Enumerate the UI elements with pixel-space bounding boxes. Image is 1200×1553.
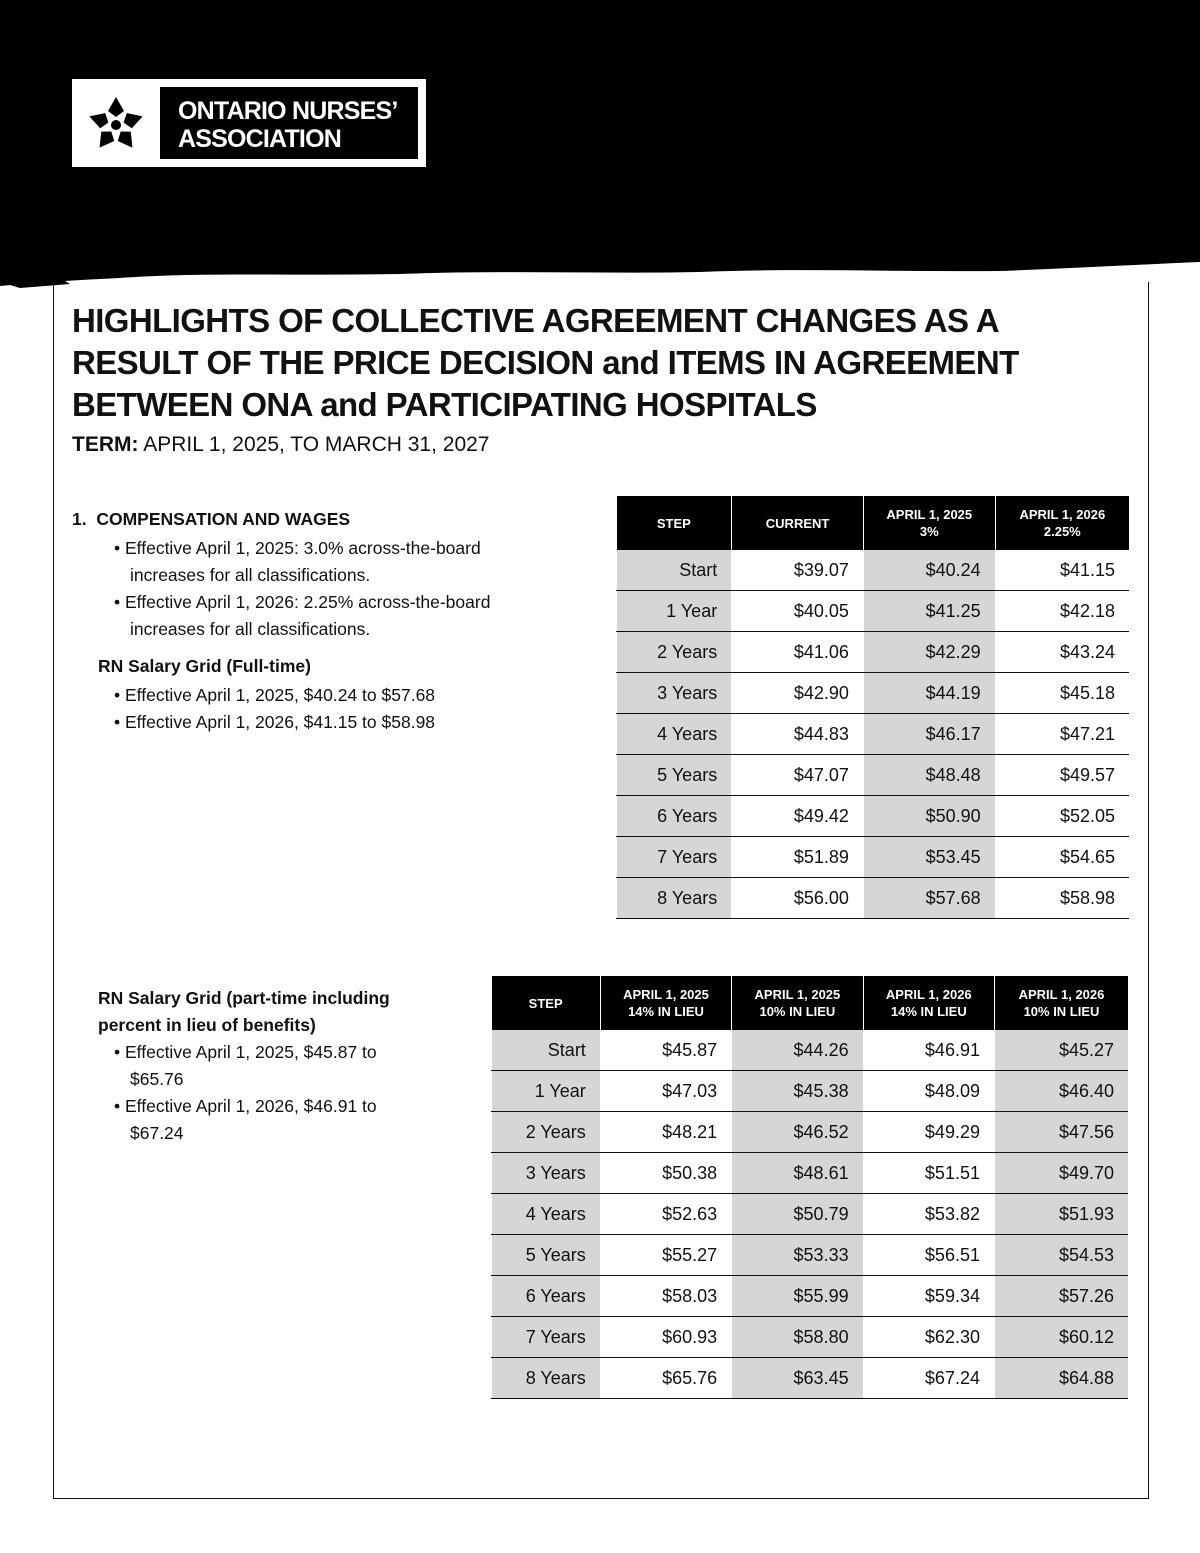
wage-cell: $49.70: [994, 1153, 1128, 1194]
wage-cell: $56.00: [732, 878, 864, 919]
column-header-line1: APRIL 1, 2026: [1018, 987, 1105, 1002]
wage-cell: $41.06: [732, 632, 864, 673]
table-row: [617, 550, 1130, 591]
wage-cell: $46.17: [863, 714, 995, 755]
column-header: [863, 976, 994, 1030]
table-row: [492, 1235, 1129, 1276]
column-header-line1: APRIL 1, 2026: [885, 987, 972, 1002]
table-row: [617, 714, 1130, 755]
list-item: • Effective April 1, 2025, $40.24 to $57.68: [130, 682, 542, 709]
logo-line-2: ASSOCIATION: [178, 125, 341, 153]
fulltime-range-list: [114, 682, 542, 736]
document-title: HIGHLIGHTS OF COLLECTIVE AGREEMENT CHANGES AS A RESULT OF THE PRICE DECISION and ITEMS IN AGREEMENT BETWEEN ONA and PARTICIPATING HOSPITALS: [72, 302, 1019, 423]
wage-cell: $50.79: [732, 1194, 863, 1235]
column-header: [492, 976, 601, 1030]
list-item: • Effective April 1, 2025, $45.87 to $65.76: [130, 1039, 428, 1093]
wage-cell: $59.34: [863, 1276, 994, 1317]
step-cell: 6 Years: [492, 1276, 601, 1317]
wage-cell: $53.82: [863, 1194, 994, 1235]
column-header-line1: STEP: [528, 995, 563, 1011]
wage-cell: $60.12: [994, 1317, 1128, 1358]
wage-cell: $49.29: [863, 1112, 994, 1153]
wage-cell: $44.19: [863, 673, 995, 714]
wage-cell: $39.07: [732, 550, 864, 591]
wage-cell: $57.26: [994, 1276, 1128, 1317]
flower-logo-icon: [72, 79, 160, 167]
column-header: [732, 496, 864, 550]
column-header-line1: APRIL 1, 2025: [754, 987, 841, 1002]
column-header-line2: 10% IN LIEU: [1023, 1004, 1100, 1019]
wage-cell: $48.61: [732, 1153, 863, 1194]
step-cell: 3 Years: [617, 673, 732, 714]
table-row: [492, 1112, 1129, 1153]
logo-line-1: ONTARIO NURSES’: [178, 97, 398, 125]
wage-cell: $40.24: [863, 550, 995, 591]
wage-cell: $50.90: [863, 796, 995, 837]
list-item: • Effective April 1, 2026, $46.91 to $67.24: [130, 1093, 428, 1147]
column-header: [732, 976, 863, 1030]
wage-cell: $50.38: [600, 1153, 731, 1194]
wage-cell: $53.33: [732, 1235, 863, 1276]
wage-cell: $52.63: [600, 1194, 731, 1235]
compensation-section: [72, 506, 542, 736]
wage-cell: $46.40: [994, 1071, 1128, 1112]
wage-cell: $54.53: [994, 1235, 1128, 1276]
wage-cell: $49.42: [732, 796, 864, 837]
term-value: APRIL 1, 2025, TO MARCH 31, 2027: [143, 433, 490, 456]
column-header: [994, 976, 1128, 1030]
section-title: 1. COMPENSATION AND WAGES: [72, 509, 351, 529]
wage-cell: $42.90: [732, 673, 864, 714]
header-banner: [0, 0, 1200, 300]
column-header-line2: 2.25%: [1043, 524, 1081, 539]
ona-logo: [72, 79, 426, 167]
list-item: • Effective April 1, 2026: 2.25% across-the-board increases for all classifications.: [130, 589, 542, 643]
table-row: [492, 1358, 1129, 1399]
column-header: [617, 496, 732, 550]
column-header-line1: APRIL 1, 2025: [623, 987, 709, 1002]
wage-increase-list: [114, 535, 542, 643]
step-cell: 5 Years: [617, 755, 732, 796]
parttime-salary-table: [491, 976, 1128, 1399]
wage-cell: $45.87: [600, 1030, 731, 1071]
table-row: [492, 1030, 1129, 1071]
column-header-line2: 3%: [919, 524, 939, 539]
wage-cell: $48.21: [600, 1112, 731, 1153]
table-row: [617, 755, 1130, 796]
wage-cell: $46.91: [863, 1030, 994, 1071]
table-row: [492, 1194, 1129, 1235]
step-cell: 2 Years: [617, 632, 732, 673]
term-label: TERM:: [72, 433, 139, 456]
column-header-line1: STEP: [656, 515, 691, 531]
wage-cell: $55.27: [600, 1235, 731, 1276]
wage-cell: $47.07: [732, 755, 864, 796]
wage-cell: $42.29: [863, 632, 995, 673]
term-line: [72, 433, 489, 457]
table-row: [492, 1071, 1129, 1112]
step-cell: 4 Years: [492, 1194, 601, 1235]
wage-cell: $40.05: [732, 591, 864, 632]
wage-cell: $41.25: [863, 591, 995, 632]
column-header-line1: CURRENT: [765, 515, 830, 531]
step-cell: 1 Year: [617, 591, 732, 632]
wage-cell: $45.27: [994, 1030, 1128, 1071]
step-cell: 7 Years: [617, 837, 732, 878]
wage-cell: $52.05: [995, 796, 1129, 837]
wage-cell: $44.83: [732, 714, 864, 755]
wage-cell: $64.88: [994, 1358, 1128, 1399]
table-row: [617, 673, 1130, 714]
wage-cell: $67.24: [863, 1358, 994, 1399]
wage-cell: $51.89: [732, 837, 864, 878]
step-cell: Start: [492, 1030, 601, 1071]
wage-cell: $58.80: [732, 1317, 863, 1358]
wage-cell: $60.93: [600, 1317, 731, 1358]
wage-cell: $47.21: [995, 714, 1129, 755]
list-item: • Effective April 1, 2026, $41.15 to $58.98: [130, 709, 542, 736]
parttime-range-list: [114, 1039, 428, 1147]
wage-cell: $47.03: [600, 1071, 731, 1112]
column-header-line1: APRIL 1, 2025: [886, 507, 973, 522]
column-header: [863, 496, 995, 550]
table-header-row: [492, 976, 1129, 1030]
wage-cell: $49.57: [995, 755, 1129, 796]
column-header: [995, 496, 1129, 550]
wage-cell: $51.51: [863, 1153, 994, 1194]
step-cell: 8 Years: [617, 878, 732, 919]
logo-text-panel: [160, 87, 418, 159]
column-header-line1: APRIL 1, 2026: [1019, 507, 1106, 522]
list-item: • Effective April 1, 2025: 3.0% across-the-board increases for all classifications.: [130, 535, 542, 589]
step-cell: 6 Years: [617, 796, 732, 837]
step-cell: 5 Years: [492, 1235, 601, 1276]
wage-cell: $44.26: [732, 1030, 863, 1071]
table-row: [492, 1317, 1129, 1358]
wage-cell: $53.45: [863, 837, 995, 878]
step-cell: 2 Years: [492, 1112, 601, 1153]
wage-cell: $48.48: [863, 755, 995, 796]
table-row: [492, 1276, 1129, 1317]
table-header-row: [617, 496, 1130, 550]
table-row: [617, 878, 1130, 919]
wage-cell: $58.03: [600, 1276, 731, 1317]
step-cell: 8 Years: [492, 1358, 601, 1399]
wage-cell: $65.76: [600, 1358, 731, 1399]
wage-cell: $45.18: [995, 673, 1129, 714]
step-cell: Start: [617, 550, 732, 591]
step-cell: 7 Years: [492, 1317, 601, 1358]
wage-cell: $56.51: [863, 1235, 994, 1276]
column-header: [600, 976, 731, 1030]
wage-cell: $54.65: [995, 837, 1129, 878]
table-row: [617, 632, 1130, 673]
wage-cell: $57.68: [863, 878, 995, 919]
wage-cell: $48.09: [863, 1071, 994, 1112]
table-row: [617, 837, 1130, 878]
wage-cell: $43.24: [995, 632, 1129, 673]
column-header-line2: 10% IN LIEU: [759, 1004, 836, 1019]
wage-cell: $45.38: [732, 1071, 863, 1112]
wage-cell: $58.98: [995, 878, 1129, 919]
parttime-grid-title: RN Salary Grid (part-time including percent in lieu of benefits): [98, 988, 390, 1035]
parttime-section: [98, 985, 428, 1147]
column-header-line2: 14% IN LIEU: [628, 1004, 704, 1019]
column-header-line2: 14% IN LIEU: [890, 1004, 967, 1019]
wage-cell: $63.45: [732, 1358, 863, 1399]
table-row: [617, 591, 1130, 632]
table-row: [617, 796, 1130, 837]
fulltime-salary-table: [616, 496, 1129, 919]
step-cell: 4 Years: [617, 714, 732, 755]
wage-cell: $41.15: [995, 550, 1129, 591]
table-row: [492, 1153, 1129, 1194]
wage-cell: $51.93: [994, 1194, 1128, 1235]
wage-cell: $55.99: [732, 1276, 863, 1317]
step-cell: 3 Years: [492, 1153, 601, 1194]
wage-cell: $46.52: [732, 1112, 863, 1153]
wage-cell: $47.56: [994, 1112, 1128, 1153]
step-cell: 1 Year: [492, 1071, 601, 1112]
wage-cell: $62.30: [863, 1317, 994, 1358]
wage-cell: $42.18: [995, 591, 1129, 632]
fulltime-grid-title: RN Salary Grid (Full-time): [98, 656, 311, 676]
